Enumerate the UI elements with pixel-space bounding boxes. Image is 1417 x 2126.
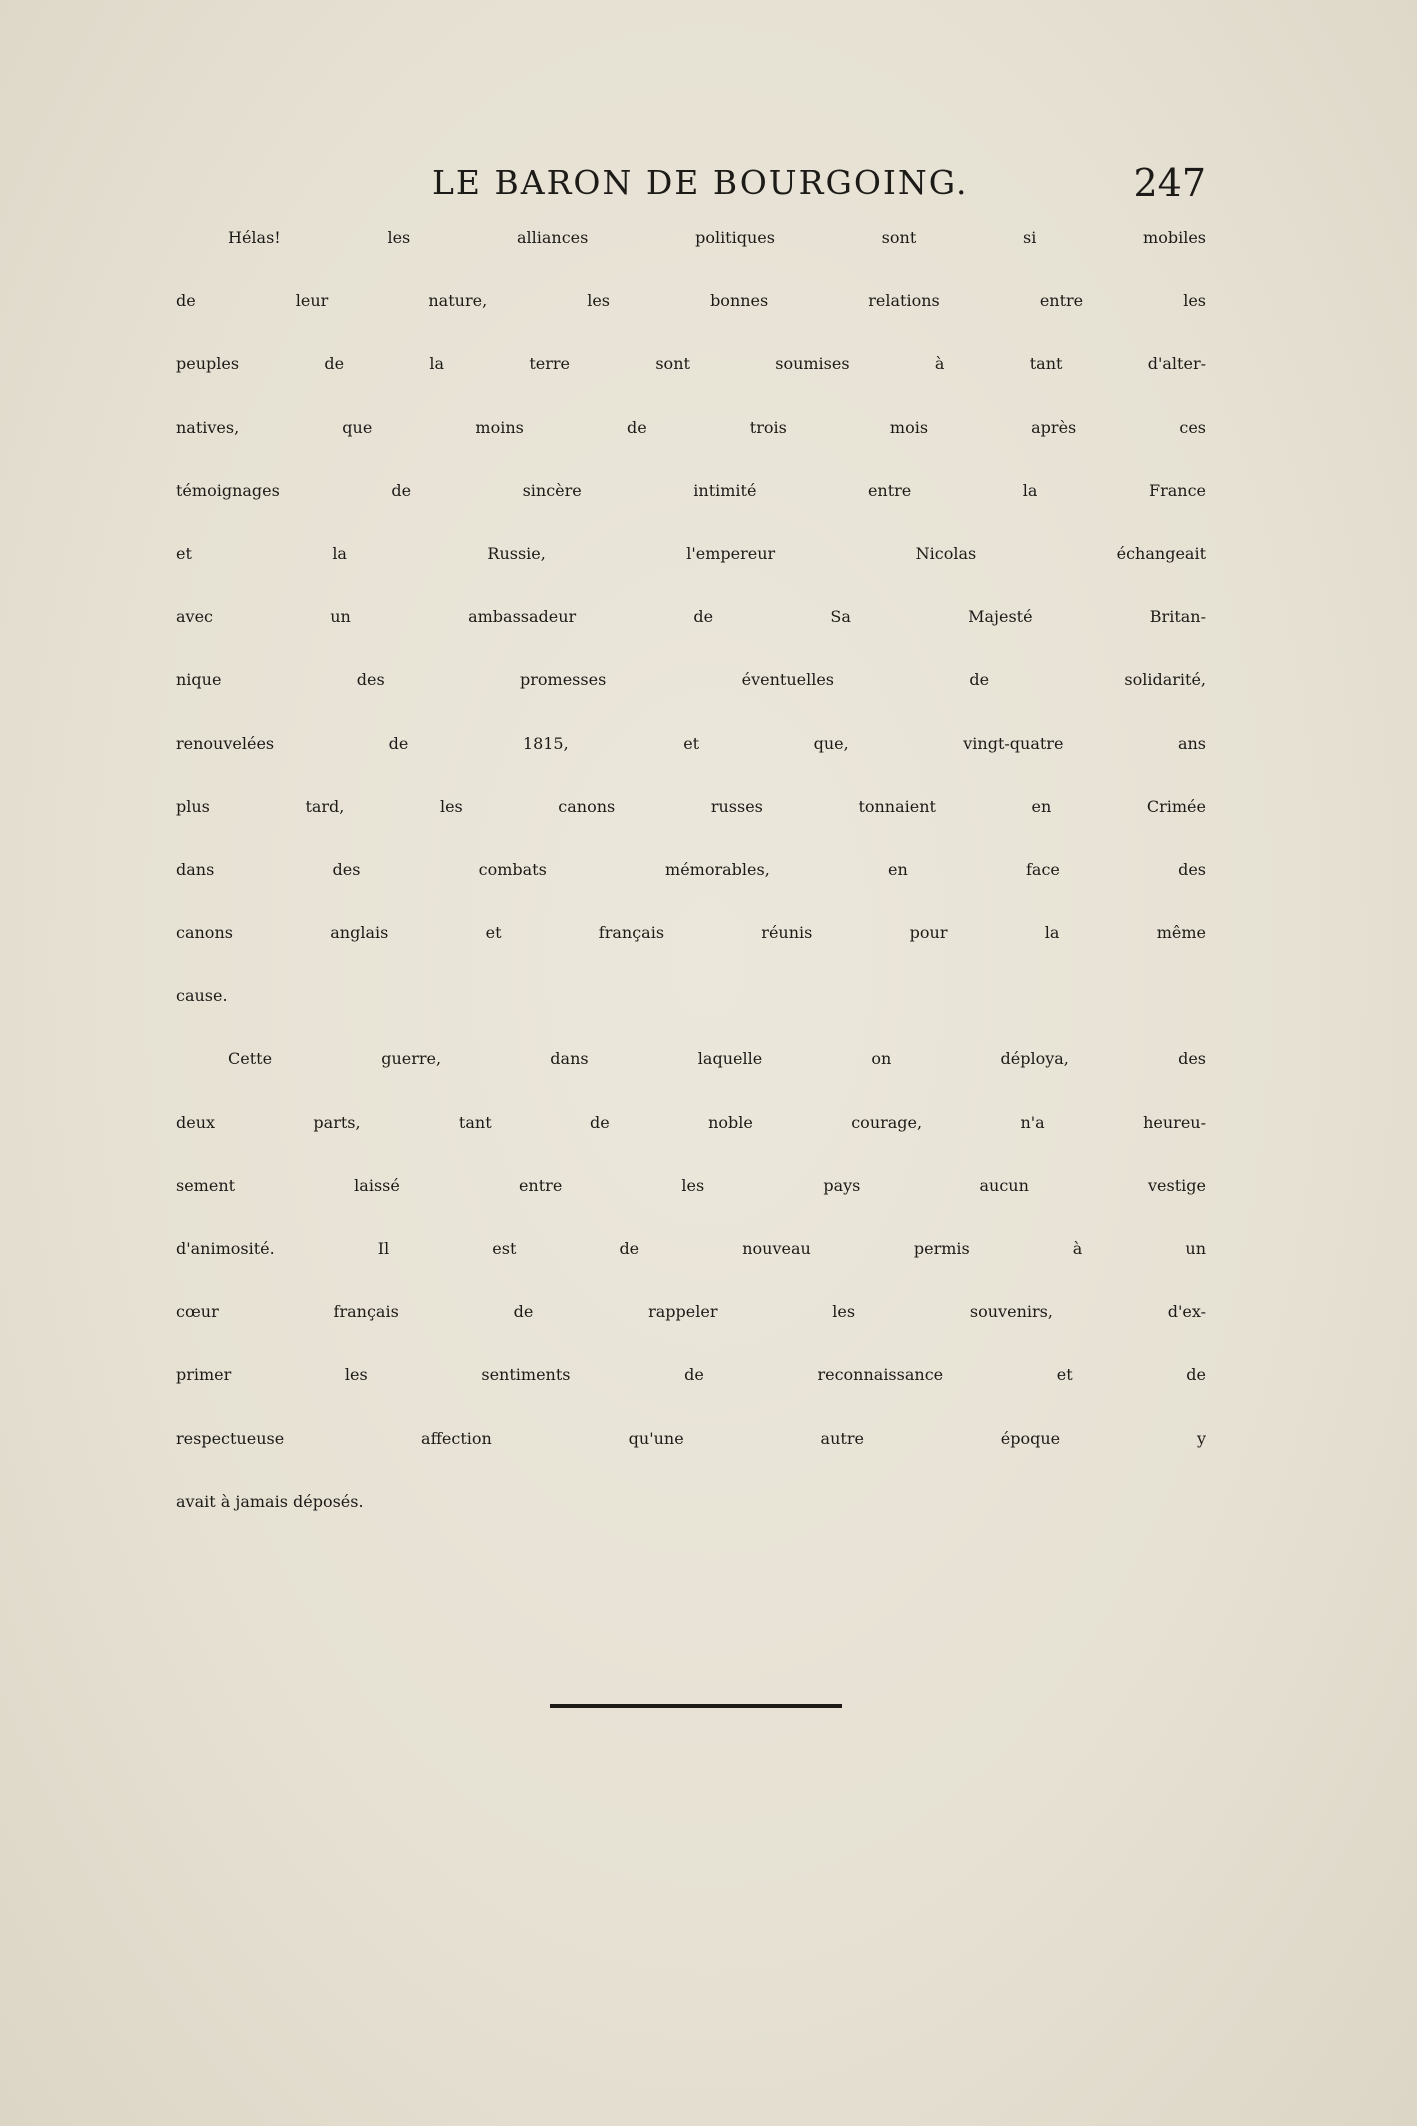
text-line: de leur nature, les bonnes relations entre les	[176, 291, 1206, 311]
text-line: respectueuse affection qu'une autre époque y	[176, 1428, 1206, 1448]
text-line: canons anglais et français réunis pour la même	[176, 923, 1206, 943]
text-line: nique des promesses éventuelles de solidarité,	[176, 670, 1206, 690]
text-line: cœur français de rappeler les souvenirs, d'ex-	[176, 1302, 1206, 1322]
text-line: d'animosité. Il est de nouveau permis à un	[176, 1239, 1206, 1258]
text-line: plus tard, les canons russes tonnaient en Crimée	[176, 796, 1206, 816]
text-line: Hélas! les alliances politiques sont si mobiles	[228, 228, 1206, 247]
paragraph-1	[176, 228, 1206, 1049]
body-text	[176, 228, 1206, 1555]
text-line: sement laissé entre les pays aucun vestige	[176, 1175, 1206, 1195]
text-line: natives, que moins de trois mois après ces	[176, 417, 1206, 437]
text-line: avec un ambassadeur de Sa Majesté Britan-	[176, 607, 1206, 627]
text-line: peuples de la terre sont soumises à tant d'alter-	[176, 354, 1206, 374]
text-line: renouvelées de 1815, et que, vingt-quatre ans	[176, 733, 1206, 753]
text-line: dans des combats mémorables, en face des	[176, 859, 1206, 879]
page-number: 247	[1133, 161, 1206, 205]
text-line: primer les sentiments de reconnaissance et de	[176, 1365, 1206, 1385]
paragraph-2	[176, 1049, 1206, 1555]
text-line: avait à jamais déposés.	[176, 1491, 364, 1511]
running-head	[176, 160, 1206, 206]
text-line: et la Russie, l'empereur Nicolas échangeait	[176, 543, 1206, 563]
text-line: deux parts, tant de noble courage, n'a heureu-	[176, 1112, 1206, 1132]
text-line: cause.	[176, 986, 228, 1006]
end-rule	[550, 1704, 842, 1708]
text-line: témoignages de sincère intimité entre la France	[176, 480, 1206, 500]
text-line: Cette guerre, dans laquelle on déploya, des	[228, 1049, 1206, 1069]
running-title: LE BARON DE BOURGOING.	[432, 163, 969, 202]
